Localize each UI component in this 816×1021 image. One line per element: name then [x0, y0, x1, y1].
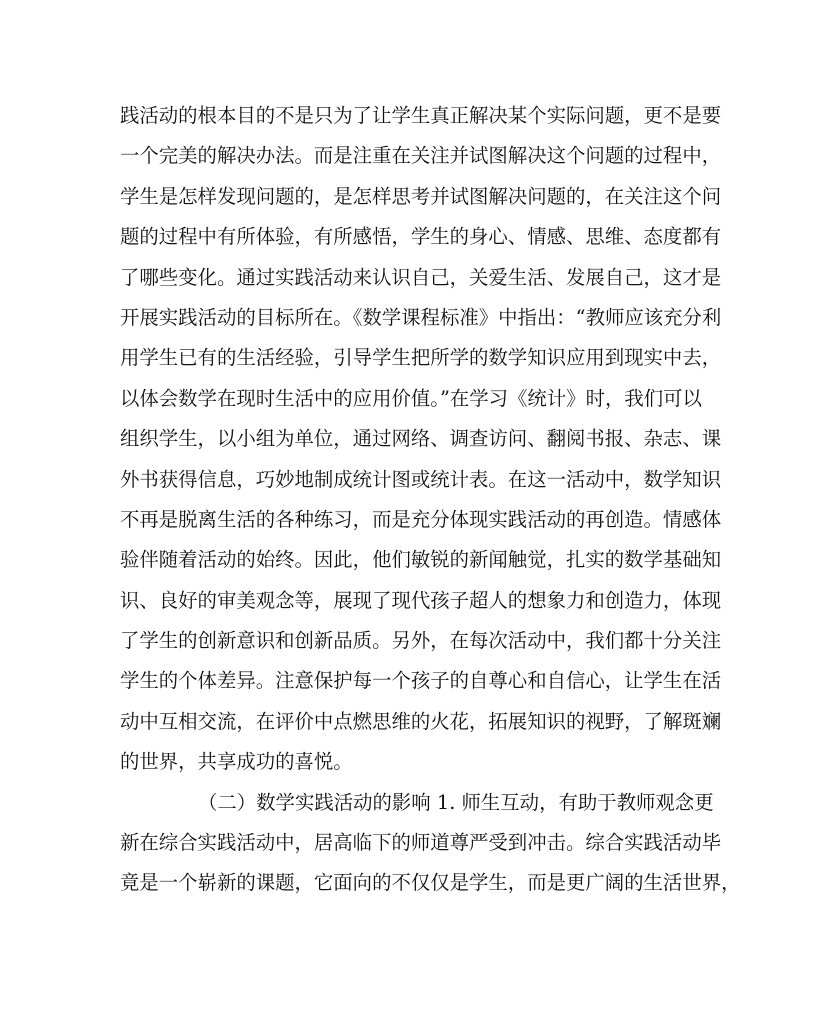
- text-line: 外书获得信息，巧妙地制成统计图或统计表。在这一活动中，数学知识: [120, 467, 722, 491]
- body-text: [120, 96, 741, 904]
- text-line: 了学生的创新意识和创新品质。另外，在每次活动中，我们都十分关注: [120, 629, 722, 653]
- text-line: 用学生已有的生活经验，引导学生把所学的数学知识应用到现实中去，: [120, 346, 722, 370]
- text-line: 开展实践活动的目标所在。《数学课程标准》中指出：“教师应该充分利: [120, 305, 722, 329]
- text-line: 学生是怎样发现问题的，是怎样思考并试图解决问题的，在关注这个问: [120, 184, 722, 208]
- text-line: 不再是脱离生活的各种练习，而是充分体现实践活动的再创造。情感体: [120, 507, 722, 531]
- text-line: 学生的个体差异。注意保护每一个孩子的自尊心和自信心，让学生在活: [120, 669, 722, 693]
- text-line: 动中互相交流，在评价中点燃思维的火花，拓展知识的视野，了解斑斓: [120, 709, 722, 733]
- text-line: 新在综合实践活动中，居高临下的师道尊严受到冲击。综合实践活动毕: [120, 831, 722, 855]
- text-line: 识、良好的审美观念等，展现了现代孩子超人的想象力和创造力，体现: [120, 588, 722, 612]
- text-line: 验伴随着活动的始终。因此，他们敏锐的新闻触觉，扎实的数学基础知: [120, 548, 722, 572]
- text-line: 竟是一个崭新的课题，它面向的不仅仅是学生，而是更广阔的生活世界，: [120, 871, 741, 895]
- text-line: 一个完美的解决办法。而是注重在关注并试图解决这个问题的过程中，: [120, 144, 722, 168]
- text-line: 题的过程中有所体验，有所感悟，学生的身心、情感、思维、态度都有: [120, 225, 722, 249]
- paragraph-end-line: 的世界，共享成功的喜悦。: [120, 750, 353, 774]
- section-heading-line: （二）数学实践活动的影响 1. 师生互动，有助于教师观念更: [198, 790, 714, 814]
- text-line: 以体会数学在现时生活中的应用价值。”在学习《统计》时，我们可以: [120, 386, 702, 410]
- text-line: 了哪些变化。通过实践活动来认识自己，关爱生活、发展自己，这才是: [120, 265, 722, 289]
- text-line: 组织学生，以小组为单位，通过网络、调查访问、翻阅书报、杂志、课: [120, 427, 722, 451]
- text-line: 践活动的根本目的不是只为了让学生真正解决某个实际问题，更不是要: [120, 104, 722, 127]
